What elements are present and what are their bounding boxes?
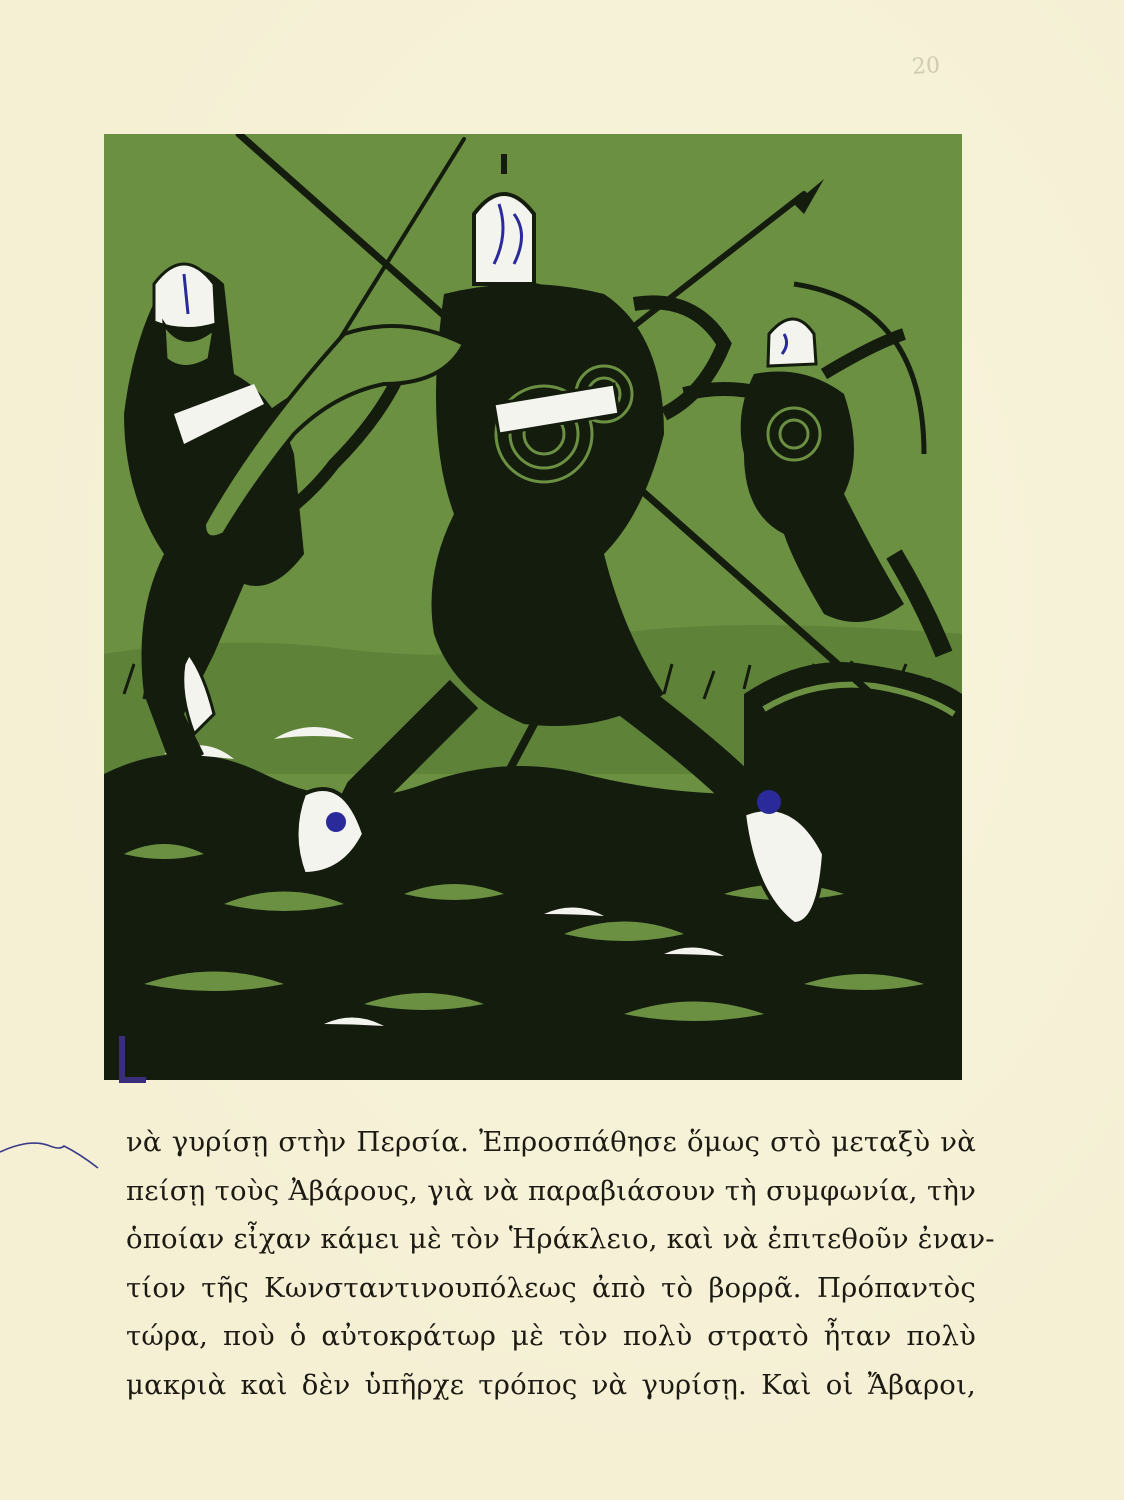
text-line: νὰ γυρίσῃ στὴν Περσία. Ἐπροσπάθησε ὅμως στὸ μεταξὺ νὰ [126,1126,976,1158]
text-line: μακριὰ καὶ δὲν ὑπῆρχε τρόπος νὰ γυρίσῃ. Καὶ οἱ Ἄβαροι, [126,1368,976,1401]
text-line: τώρα, ποὺ ὁ αὐτοκράτωρ μὲ τὸν πολὺ στρατὸ ἦταν πολὺ [126,1320,976,1352]
body-text [126,1118,995,1409]
dark-water [104,754,962,1080]
page-number: 20 [911,53,941,80]
text-line: τίον τῆς Κωνσταντινουπόλεως ἀπὸ τὸ βορρᾶ. Πρόπαντὸς [126,1271,976,1304]
battle-illustration [104,134,962,1080]
text-line: πείσῃ τοὺς Ἀβάρους, γιὰ νὰ παραβιάσουν τὴ συμφωνία, τὴν [126,1174,976,1207]
warriors-woodcut [104,134,962,1080]
ink-corner-mark [118,1034,148,1084]
margin-pen-stroke [0,1132,100,1192]
text-line: ὁποίαν εἶχαν κάμει μὲ τὸν Ἡράκλειο, καὶ νὰ ἐπιτεθοῦν ἐναν- [126,1223,995,1255]
